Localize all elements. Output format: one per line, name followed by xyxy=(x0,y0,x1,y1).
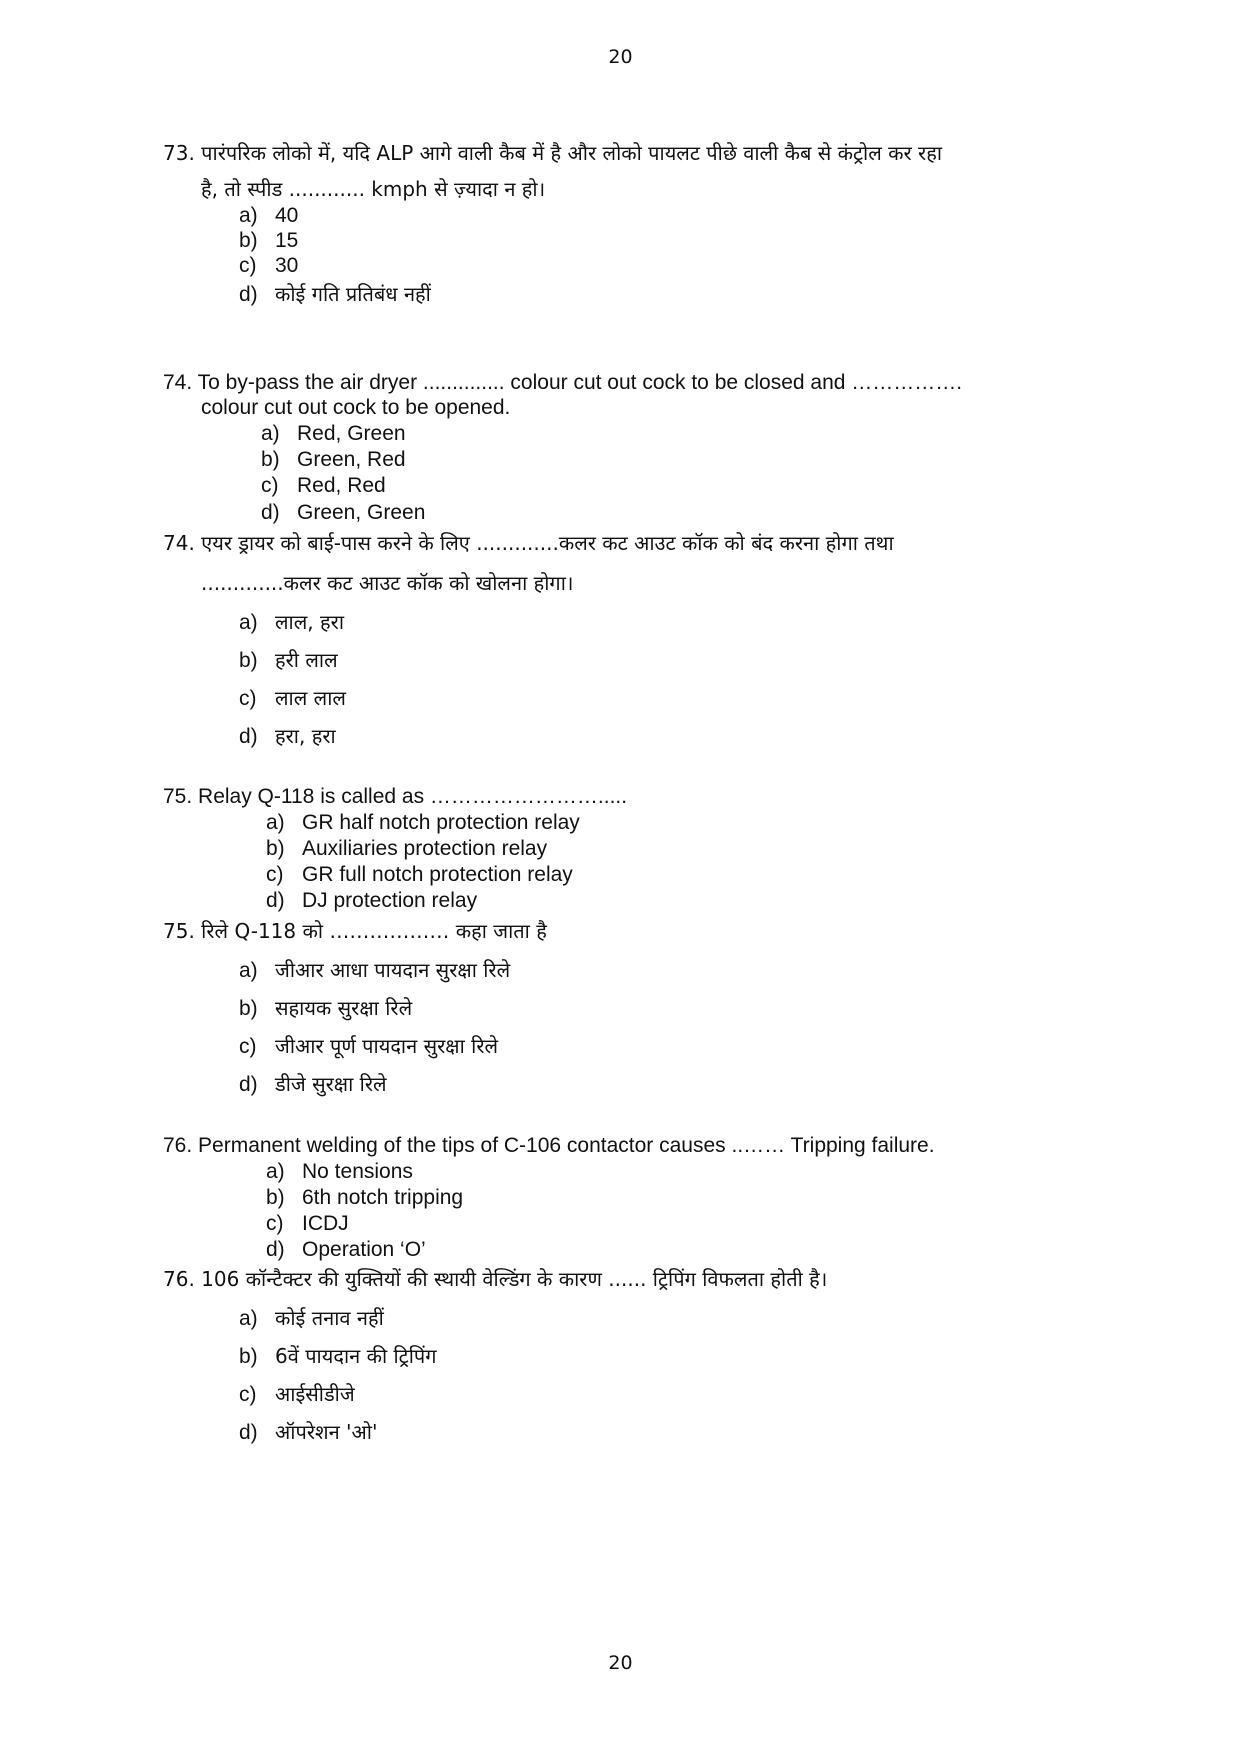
option-a xyxy=(239,1305,384,1332)
option-a xyxy=(239,609,344,636)
option-label: b) xyxy=(266,1186,285,1209)
option-text: Green, Red xyxy=(297,448,406,471)
option-c xyxy=(239,253,298,279)
option-text: हरा, हरा xyxy=(275,724,336,748)
option-label: d) xyxy=(239,1073,258,1096)
question-text: 74. To by-pass the air dryer .............. colour cut out cock to be closed and ……………. xyxy=(163,371,963,394)
option-label: a) xyxy=(261,422,280,445)
option-text: लाल लाल xyxy=(275,686,346,710)
option-a xyxy=(261,421,406,447)
option-text: GR full notch protection relay xyxy=(302,863,573,886)
page-number-top: 20 xyxy=(608,46,633,68)
option-c xyxy=(261,473,386,499)
option-text: 40 xyxy=(275,204,299,227)
option-c xyxy=(239,685,346,712)
option-c xyxy=(266,1211,349,1237)
option-b xyxy=(239,1343,437,1370)
option-text: जीआर पूर्ण पायदान सुरक्षा रिले xyxy=(275,1034,499,1058)
option-label: c) xyxy=(239,1035,257,1058)
option-b xyxy=(239,228,298,254)
option-text: लाल, हरा xyxy=(275,610,344,634)
question-text: colour cut out cock to be opened. xyxy=(201,396,511,419)
option-label: c) xyxy=(239,687,257,710)
option-text: ICDJ xyxy=(302,1212,349,1235)
option-d xyxy=(266,1237,426,1263)
option-text: 30 xyxy=(275,254,299,277)
question-text: .............कलर कट आउट कॉक को खोलना होगा। xyxy=(201,571,574,595)
option-text: Red, Red xyxy=(297,474,386,497)
option-d xyxy=(239,723,336,750)
option-label: a) xyxy=(266,1160,285,1183)
option-text: सहायक सुरक्षा रिले xyxy=(275,996,413,1020)
option-c xyxy=(239,1033,498,1060)
option-label: d) xyxy=(239,283,258,306)
option-label: d) xyxy=(239,1421,258,1444)
option-text: कोई गति प्रतिबंध नहीं xyxy=(275,282,431,306)
option-label: b) xyxy=(239,229,258,252)
option-label: a) xyxy=(239,611,258,634)
question-text: है, तो स्पीड ............ kmph से ज़्यादा न हो। xyxy=(201,177,546,201)
option-text: 6वें पायदान की ट्रिपिंग xyxy=(275,1344,437,1368)
option-label: b) xyxy=(266,837,285,860)
option-label: b) xyxy=(239,1345,258,1368)
option-text: जीआर आधा पायदान सुरक्षा रिले xyxy=(275,958,511,982)
option-b xyxy=(239,647,338,674)
option-label: d) xyxy=(239,725,258,748)
option-label: a) xyxy=(266,811,285,834)
option-d xyxy=(266,888,477,914)
option-label: c) xyxy=(239,254,257,277)
option-text: Red, Green xyxy=(297,422,406,445)
option-label: d) xyxy=(266,889,285,912)
option-label: c) xyxy=(261,474,279,497)
option-label: b) xyxy=(261,448,280,471)
option-text: GR half notch protection relay xyxy=(302,811,580,834)
option-text: No tensions xyxy=(302,1160,413,1183)
option-label: c) xyxy=(266,863,284,886)
page-number-bottom: 20 xyxy=(608,1652,633,1674)
option-label: a) xyxy=(239,204,258,227)
option-text: Auxiliaries protection relay xyxy=(302,837,548,860)
option-text: Operation ‘O’ xyxy=(302,1238,426,1261)
option-label: c) xyxy=(239,1383,257,1406)
question-text: 75. Relay Q-118 is called as ……………………..... xyxy=(163,785,628,808)
question-text: 75. रिले Q-118 को ……………… कहा जाता है xyxy=(163,919,547,943)
option-label: b) xyxy=(239,997,258,1020)
option-c xyxy=(266,862,573,888)
option-d xyxy=(261,500,425,526)
option-a xyxy=(239,203,298,229)
option-d xyxy=(239,1419,378,1446)
question-text: 74. एयर ड्रायर को बाई-पास करने के लिए .............कलर कट आउट कॉक को बंद करना होगा तथा xyxy=(163,531,894,555)
option-label: d) xyxy=(266,1238,285,1261)
option-text: आईसीडीजे xyxy=(275,1382,355,1406)
option-text: 6th notch tripping xyxy=(302,1186,464,1209)
option-d xyxy=(239,1071,387,1098)
option-b xyxy=(261,447,406,473)
option-text: Green, Green xyxy=(297,501,426,524)
option-label: d) xyxy=(261,501,280,524)
option-text: ऑपरेशन 'ओ' xyxy=(275,1420,378,1444)
option-b xyxy=(266,836,547,862)
question-text: 73. पारंपरिक लोको में, यदि ALP आगे वाली कैब में है और लोको पायलट पीछे वाली कैब से कंट्रोल कर रहा xyxy=(163,141,943,165)
question-text: 76. 106 कॉन्टैक्टर की युक्तियों की स्थायी वेल्डिंग के कारण ...... ट्रिपिंग विफलता होती है। xyxy=(163,1267,828,1291)
option-a xyxy=(266,810,580,836)
option-label: a) xyxy=(239,1307,258,1330)
option-text: हरी लाल xyxy=(275,648,338,672)
option-text: 15 xyxy=(275,229,299,252)
option-b xyxy=(266,1185,463,1211)
option-c xyxy=(239,1381,355,1408)
option-label: a) xyxy=(239,959,258,982)
option-text: कोई तनाव नहीं xyxy=(275,1306,384,1330)
option-b xyxy=(239,995,412,1022)
option-d xyxy=(239,281,431,308)
option-text: डीजे सुरक्षा रिले xyxy=(275,1072,387,1096)
option-label: b) xyxy=(239,649,258,672)
question-text: 76. Permanent welding of the tips of C-106 contactor causes ..…… Tripping failure. xyxy=(163,1134,935,1157)
option-a xyxy=(239,957,510,984)
option-a xyxy=(266,1159,413,1185)
option-label: c) xyxy=(266,1212,284,1235)
option-text: DJ protection relay xyxy=(302,889,478,912)
